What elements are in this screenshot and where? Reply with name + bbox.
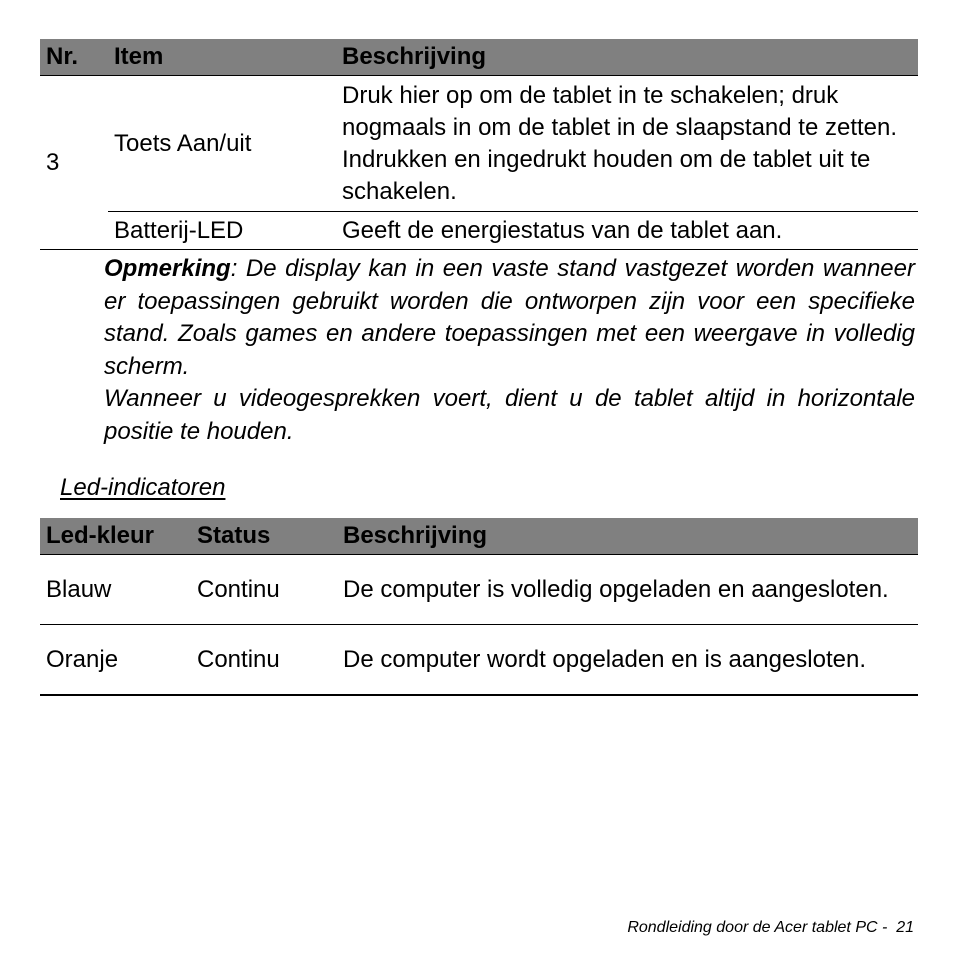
table-row xyxy=(40,625,918,696)
led-description: De computer wordt opgeladen en is aangesloten. xyxy=(337,625,918,696)
led-color: Blauw xyxy=(40,555,191,625)
table-header-row xyxy=(40,518,918,555)
column-header-status: Status xyxy=(191,518,337,555)
item-description: Druk hier op om de tablet in te schakelen; druk nogmaals in om de tablet in de slaapstand te zetten. Indrukken en ingedrukt houden om de tablet uit te schakelen. xyxy=(336,76,918,212)
note-paragraph xyxy=(104,253,915,383)
table-row xyxy=(40,76,918,212)
table-row xyxy=(40,555,918,625)
led-description: De computer is volledig opgeladen en aangesloten. xyxy=(337,555,918,625)
column-header-description: Beschrijving xyxy=(336,39,918,76)
column-header-item: Item xyxy=(108,39,336,76)
section-heading: Led-indicatoren xyxy=(60,474,226,501)
column-header-led-color: Led-kleur xyxy=(40,518,191,555)
led-indicators-table xyxy=(40,518,918,696)
item-name: Batterij-LED xyxy=(108,212,336,250)
table-header-row xyxy=(40,39,918,76)
item-description: Geeft de energiestatus van de tablet aan. xyxy=(336,212,918,250)
item-number: 3 xyxy=(40,76,108,250)
item-name: Toets Aan/uit xyxy=(108,76,336,212)
column-header-nr: Nr. xyxy=(40,39,108,76)
table-row xyxy=(40,212,918,250)
note-text: : De display kan in een vaste stand vastgezet worden wanneer er toepassingen gebruikt worden die ontworpen zijn voor een specifieke stand. Zoals games en andere toepassingen met een weergave in volledig scherm. xyxy=(104,255,915,380)
note-block xyxy=(104,253,915,448)
column-header-description: Beschrijving xyxy=(337,518,918,555)
led-color: Oranje xyxy=(40,625,191,696)
note-label: Opmerking xyxy=(104,255,231,282)
page-footer xyxy=(627,918,914,938)
footer-text: Rondleiding door de Acer tablet PC - xyxy=(627,919,888,936)
note-paragraph: Wanneer u videogesprekken voert, dient u de tablet altijd in horizontale positie te houden. xyxy=(104,385,915,445)
page-number: 21 xyxy=(896,919,914,936)
buttons-table xyxy=(40,39,918,250)
led-status: Continu xyxy=(191,555,337,625)
led-status: Continu xyxy=(191,625,337,696)
